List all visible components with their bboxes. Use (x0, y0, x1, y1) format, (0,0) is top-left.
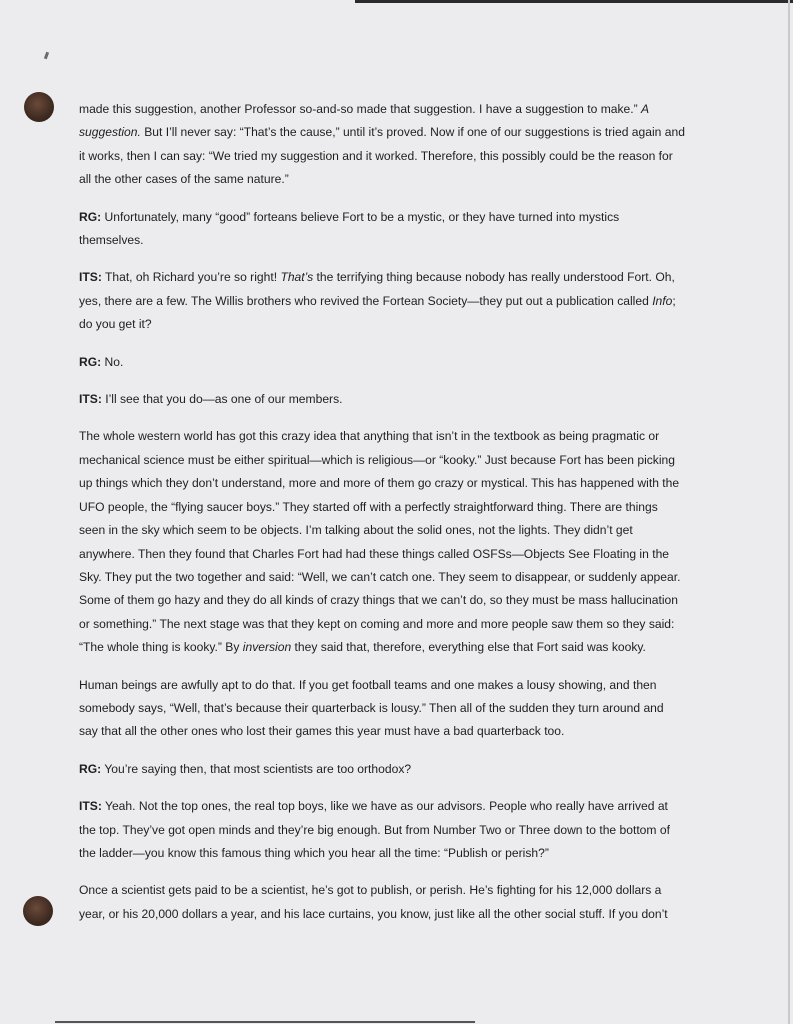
binder-hole-bottom (23, 896, 53, 926)
paragraph (79, 98, 685, 192)
paragraph (79, 758, 685, 781)
page-right-edge (788, 0, 790, 1024)
paragraph (79, 795, 685, 865)
speaker-label: RG: (79, 354, 102, 369)
speaker-label: ITS: (79, 392, 102, 407)
paragraph (79, 351, 685, 374)
paragraph (79, 266, 685, 336)
paragraph (79, 425, 685, 659)
binder-hole-top (24, 92, 54, 122)
text-run: But I’ll never say: “That’s the cause,” until it’s proved. Now if one of our suggestions is tried again and it works, then I can say: “We tried my suggestion and it worked. Therefore, this possibly could be the reason for all the other cases of the same nature.” (79, 125, 685, 187)
speaker-label: RG: (79, 209, 102, 224)
paragraph (79, 674, 685, 744)
italic-text: Info (652, 293, 673, 308)
text-run: Once a scientist gets paid to be a scientist, he’s got to publish, or perish. He’s fighting for his 12,000 dollars a year, or his 20,000 dollars a year, and his lace curtains, you know, just like all the other social stuff. If you don’t (79, 883, 668, 921)
text-run: Unfortunately, many “good” forteans believe Fort to be a mystic, or they have turned into mystics themselves. (79, 209, 620, 248)
pen-tick-mark (44, 52, 49, 60)
text-run: made this suggestion, another Professor so-and-so made that suggestion. I have a suggestion to make.” (79, 102, 642, 116)
paragraph (79, 879, 685, 926)
text-run: Yeah. Not the top ones, the real top boys, like we have as our advisors. People who really have arrived at the top. They’ve got open minds and they’re big enough. But from Number Two or Three down to the bottom of the ladder—you know this famous thing which you hear all the time: “Publish or perish?” (79, 799, 670, 860)
paragraph (79, 206, 685, 253)
speaker-label: RG: (79, 761, 102, 776)
paragraph (79, 388, 685, 411)
text-run: ; do you get it? (79, 293, 676, 332)
text-run: You’re saying then, that most scientists are too orthodox? (101, 761, 412, 776)
text-run: they said that, therefore, everything else that Fort said was kooky. (291, 640, 646, 655)
text-run: Human beings are awfully apt to do that. If you get football teams and one makes a lousy showing, and then somebody says, “Well, that’s because their quarterback is lousy.” Then all of the sudden they turn around and say that all the other ones who lost their games this year must have a bad quarterback too. (79, 677, 664, 739)
italic-text: inversion (242, 640, 292, 655)
text-run: No. (101, 354, 124, 369)
italic-text: A suggestion. (79, 102, 649, 140)
italic-text: That’s (280, 270, 314, 285)
top-edge-mark (355, 0, 793, 3)
text-run: The whole western world has got this crazy idea that anything that isn’t in the textbook as being pragmatic or mechanical science must be either spiritual—which is religious—or “kooky.” Just because Fort has been picking up things which they don’t understand, more and more of them go crazy or mystical. This has happened with the UFO people, the “flying saucer boys.” They started off with a perfectly straightforward thing. There are things seen in the sky which seem to be objects. I’m talking about the solid ones, not the lights. They didn’t get anywhere. Then they found that Charles Fort had had these things called OSFSs—Objects See Floating in the Sky. They put the two together and said: “Well, we can’t catch one. They seem to disappear, or suddenly appear. Some of them go hazy and they do all kinds of crazy things that we can’t do, so they must be mass hallucination or something.” The next stage was that they kept on coming and more and more people saw them so they said: “The whole thing is kooky.” By (79, 429, 681, 655)
interview-transcript (79, 98, 685, 940)
text-run: That, oh Richard you’re so right! (101, 270, 281, 285)
text-run: the terrifying thing because nobody has really understood Fort. Oh, yes, there are a few. The Willis brothers who revived the Fortean Society—they put out a publication called (79, 270, 675, 308)
speaker-label: ITS: (79, 270, 102, 285)
bottom-edge-mark (55, 1021, 475, 1023)
text-run: I’ll see that you do—as one of our members. (101, 392, 343, 407)
speaker-label: ITS: (79, 799, 102, 814)
